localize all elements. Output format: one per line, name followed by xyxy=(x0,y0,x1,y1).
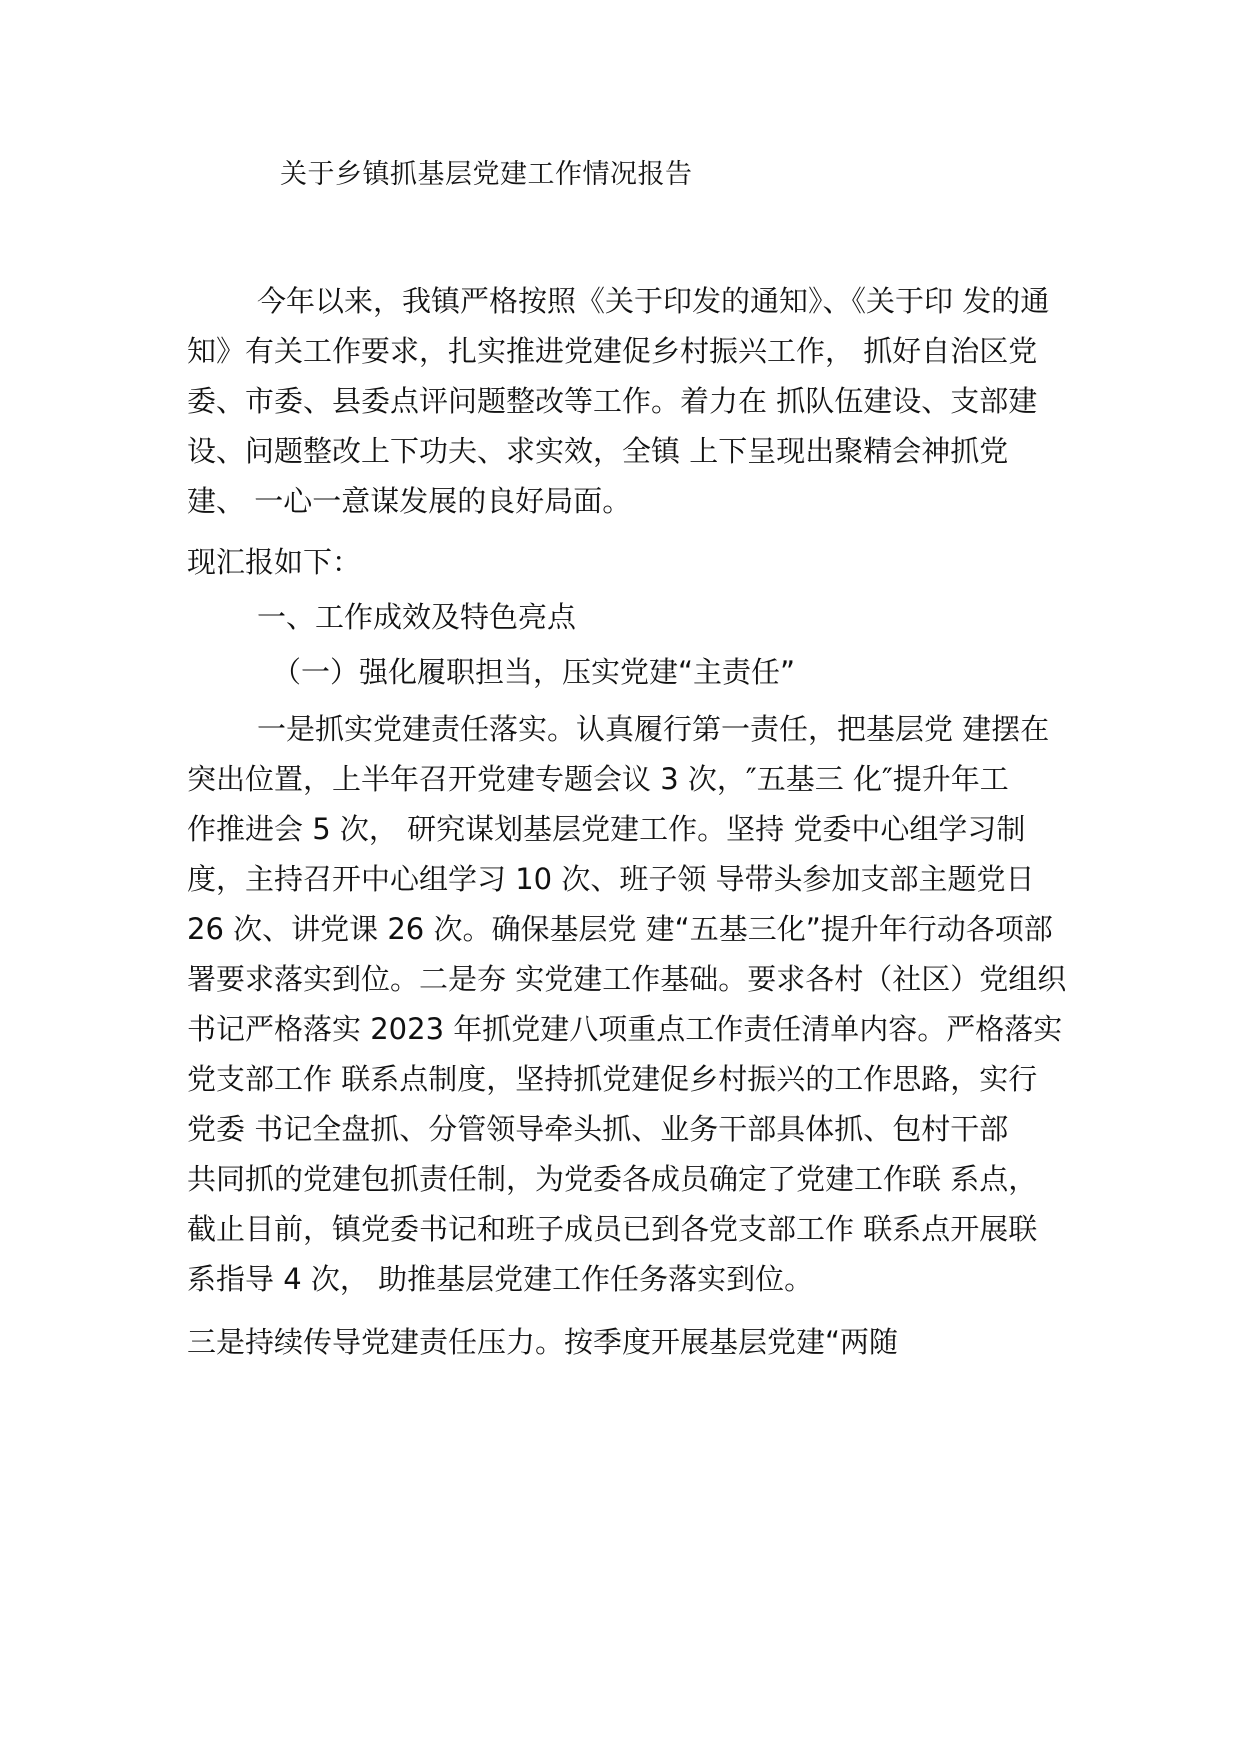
paragraph-line: 共同抓的党建包抓责任制，为党委各成员确定了党建工作联 系点， xyxy=(187,1162,1038,1196)
paragraph-line: 作推进会 5 次， 研究谋划基层党建工作。坚持 党委中心组学习制 xyxy=(187,812,1026,846)
paragraph-line: 知》有关工作要求，扎实推进党建促乡村振兴工作， 抓好自治区党 xyxy=(187,334,1038,368)
paragraph-line: 现汇报如下： xyxy=(187,545,362,579)
document-title: 关于乡镇抓基层党建工作情况报告 xyxy=(280,159,693,190)
paragraph-line: 截止目前，镇党委书记和班子成员已到各党支部工作 联系点开展联 xyxy=(187,1212,1038,1246)
paragraph-line: 系指导 4 次， 助推基层党建工作任务落实到位。 xyxy=(187,1262,814,1296)
paragraph-line: 建、 一心一意谋发展的良好局面。 xyxy=(187,484,632,518)
paragraph-line: 党支部工作 联系点制度，坚持抓党建促乡村振兴的工作思路，实行 xyxy=(187,1062,1038,1096)
subsection-heading: （一）强化履职担当，压实党建“主责任” xyxy=(272,655,796,689)
paragraph-line: 委、市委、县委点评问题整改等工作。着力在 抓队伍建设、支部建 xyxy=(187,384,1038,418)
section-heading: 一、工作成效及特色亮点 xyxy=(257,600,577,634)
paragraph-line: 署要求落实到位。二是夯 实党建工作基础。要求各村（社区）党组织 xyxy=(187,962,1067,996)
paragraph-line: 设、问题整改上下功夫、求实效，全镇 上下呈现出聚精会神抓党 xyxy=(187,434,1009,468)
paragraph-line: 度，主持召开中心组学习 10 次、班子领 导带头参加支部主题党日 xyxy=(187,862,1035,896)
paragraph-line: 26 次、讲党课 26 次。确保基层党 建“五基三化”提升年行动各项部 xyxy=(187,912,1053,946)
paragraph-line: 突出位置，上半年召开党建专题会议 3 次，″五基三 化″提升年工 xyxy=(187,762,1009,796)
paragraph-line: 党委 书记全盘抓、分管领导牵头抓、业务干部具体抓、包村干部 xyxy=(187,1112,1009,1146)
paragraph-line: 一是抓实党建责任落实。认真履行第一责任，把基层党 建摆在 xyxy=(257,712,1050,746)
paragraph-line: 今年以来，我镇严格按照《关于印发的通知》、《关于印 发的通 xyxy=(257,284,1050,318)
paragraph-line: 书记严格落实 2023 年抓党建八项重点工作责任清单内容。严格落实 xyxy=(187,1012,1063,1046)
paragraph-line: 三是持续传导党建责任压力。按季度开展基层党建“两随 xyxy=(187,1325,899,1359)
